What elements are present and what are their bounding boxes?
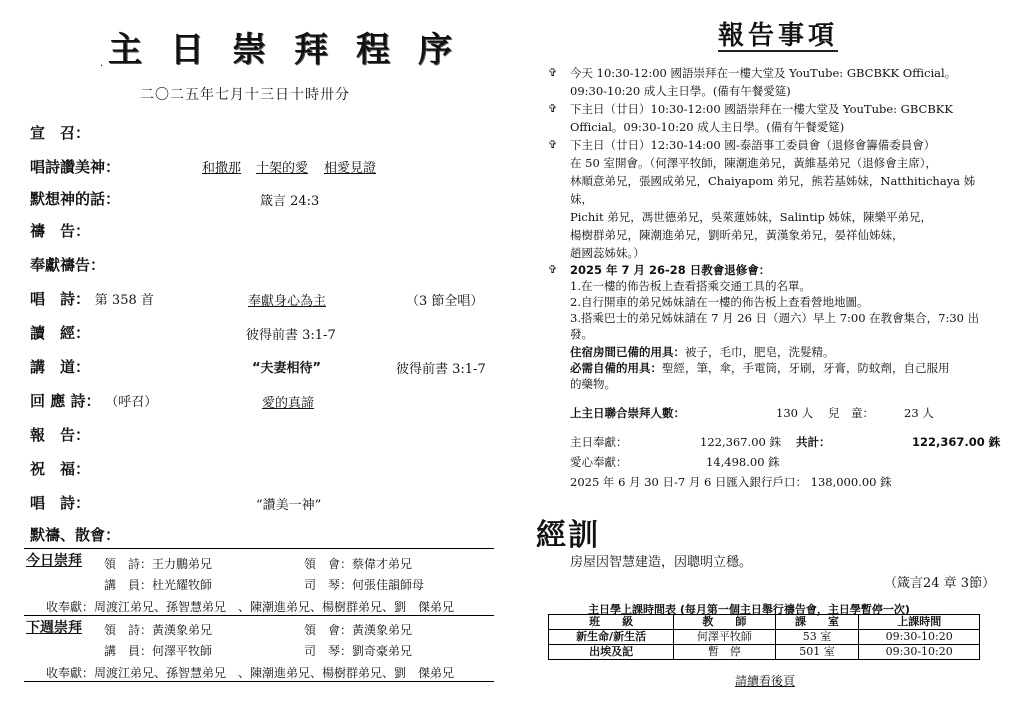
- children-count: 23 人: [904, 406, 934, 420]
- total-label: 共計：: [796, 435, 831, 449]
- divider: [24, 681, 494, 682]
- today-speaker: 講 員：杜光耀牧師: [104, 578, 213, 592]
- retreat-announcement: ✞ 2025 年 7 月 26-28 日教會退修會： 1.在一樓的佈告板上查看搭乘交通工具的名單。 2.自行開車的弟兄姊妹請在一樓的佈告板上查看營地地圖。 3.搭乘巴士的弟兄姊妹請在 7 月 26 日（週六）早上 7:00 在教會集合，7:30 出 發。 住宿房間已備的用具：被子，毛巾，肥皂，洗髮精。 必需自備的用具：聖經，筆，傘，手電筒，牙刷，牙膏，防蚊劑，自己服用 的藥物。: [548, 262, 998, 392]
- bring-items: 聖經，筆，傘，手電筒，牙刷，牙膏，防蚊劑，自己服用: [662, 361, 950, 375]
- sunday-offering-label: 主日奉獻：: [570, 435, 628, 449]
- order-response: 回 應 詩： （呼召） 愛的真諦: [30, 392, 315, 411]
- bank-deposit: 2025 年 6 月 30 日-7 月 6 日匯入銀行戶口： 138,000.00 銖: [570, 475, 892, 489]
- reading-ref: 彼得前書 3:1-7: [246, 328, 336, 343]
- today-presider: 領 會：蔡偉才弟兄: [304, 557, 413, 571]
- love-offering-amount: 14,498.00 銖: [706, 455, 780, 469]
- order-closing-hymn: 唱 詩： “讚美一神”: [30, 494, 322, 513]
- retreat-heading: 2025 年 7 月 26-28 日教會退修會：: [570, 263, 771, 277]
- meditation-ref: 箴言 24:3: [260, 194, 320, 209]
- announcements-title: 報告事項: [718, 21, 839, 51]
- next-presider: 領 會：黃漢象弟兄: [304, 623, 413, 637]
- response-note: （呼召）: [105, 395, 158, 410]
- service-date: 二〇二五年七月十三日十時卅分: [140, 87, 350, 103]
- program-title: 主日崇拜程序: [108, 30, 480, 70]
- response-song: 愛的真諦: [262, 396, 315, 411]
- love-offering-label: 愛心奉獻：: [570, 455, 628, 469]
- continue-next-page: 請續看後頁: [735, 674, 796, 688]
- sermon-title: “夫妻相待”: [252, 361, 322, 376]
- sunday-offering-amount: 122,367.00 銖: [700, 435, 781, 449]
- provided-items: 被子，毛巾，肥皂，洗髮精。: [685, 345, 835, 359]
- divider: [24, 615, 494, 616]
- announcement-item: ✞ 下主日（廿日）10:30-12:00 國語崇拜在一樓大堂及 YouTube: GBCBKK Official。09:30-10:20 成人主日學。(備有午餐愛筵): [548, 102, 953, 134]
- attendance-label: 上主日聯合崇拜人數：: [570, 406, 685, 420]
- order-announcements: 報 告：: [30, 426, 91, 444]
- order-meditation: 默想神的話： 箴言 24:3: [30, 190, 320, 209]
- cross-bullet-icon: ✞: [548, 66, 558, 79]
- next-speaker: 講 員：何澤平牧師: [104, 644, 213, 658]
- children-label: 兒 童：: [828, 406, 874, 420]
- order-hymn: 唱 詩： 第 358 首 奉獻身心為主 （3 節全唱）: [30, 290, 484, 309]
- today-pianist: 司 琴：何張佳韻師母: [304, 578, 425, 592]
- order-prayer: 禱 告：: [30, 222, 91, 240]
- order-blessing: 祝 福：: [30, 460, 91, 478]
- schedule-title: 主日學上課時間表 (每月第一個主日舉行禱告會，主日學暫停一次): [588, 603, 910, 616]
- order-sermon: 講 道： “夫妻相待” 彼得前書 3:1-7: [30, 358, 486, 377]
- order-offering-prayer: 奉獻禱告：: [30, 256, 106, 274]
- table-row: 新生命/新生活 何澤平牧師 53 室 09:30-10:20: [549, 630, 980, 645]
- hymn-title: 奉獻身心為主: [248, 294, 327, 309]
- next-pianist: 司 琴：劉奇豪弟兄: [304, 644, 413, 658]
- today-offering-collectors: 收奉獻：周渡江弟兄、孫智慧弟兄 、陳潮進弟兄、楊樹群弟兄、劉 傑弟兄: [46, 600, 455, 614]
- bring-items-label: 必需自備的用具：: [570, 361, 662, 375]
- scripture-reference: （箴言24 章 3節）: [884, 576, 996, 591]
- order-call: 宣 召：: [30, 124, 91, 142]
- sunday-school-schedule: [548, 614, 980, 660]
- song-1: 和撒那: [202, 161, 242, 176]
- order-dismissal: 默禱、散會：: [30, 526, 121, 544]
- total-amount: 122,367.00 銖: [912, 435, 1001, 449]
- hymn-number: 第 358 首: [94, 293, 154, 308]
- next-song-leader: 領 詩：黃漢象弟兄: [104, 623, 213, 637]
- adult-count: 130 人: [776, 406, 814, 420]
- cross-bullet-icon: ✞: [548, 138, 558, 151]
- table-header-row: 班 級 教 師 課 室 上課時間: [549, 615, 980, 630]
- cross-bullet-icon: ✞: [548, 102, 558, 115]
- announcement-item: ✞ 今天 10:30-12:00 國語崇拜在一樓大堂及 YouTube: GBCBKK Official。 09:30-10:20 成人主日學。(備有午餐愛筵): [548, 66, 957, 98]
- title-mark: .: [100, 58, 104, 69]
- announcement-item: ✞ 下主日（廿日）12:30-14:00 國-泰語事工委員會（退修會籌備委員會） 在 50 室開會。（何澤平牧師，陳潮進弟兄，黃維基弟兄（退修會主席）， 林順意弟兄，張國成弟兄，Chaiyapom 弟兄，熊若基姊妹，Natthitichaya 姊妹， Pichit 弟兄，馮世德弟兄，吳萊蓮姊妹，Salintip 姊妹，陳樂平弟兄， 楊樹群弟兄，陳潮進弟兄，劉昕弟兄，黃漢象弟兄，晏祥仙姊妹， 趙國蕊姊妹。）: [548, 138, 976, 260]
- provided-items-label: 住宿房間已備的用具：: [570, 345, 685, 359]
- scripture-verse: 房屋因智慧建造，因聰明立穩。: [570, 555, 753, 570]
- divider: [24, 548, 494, 549]
- order-praise: 唱詩讚美神： 和撒那 十架的愛 相愛見證: [30, 158, 377, 176]
- song-3: 相愛見證: [324, 161, 377, 176]
- hymn-note: （3 節全唱）: [406, 294, 484, 309]
- today-badge: 今日崇拜: [26, 553, 82, 569]
- today-song-leader: 領 詩：王力鵬弟兄: [104, 557, 213, 571]
- cross-bullet-icon: ✞: [548, 263, 558, 276]
- sermon-ref: 彼得前書 3:1-7: [396, 362, 486, 377]
- order-reading: 讀 經： 彼得前書 3:1-7: [30, 324, 336, 343]
- announcement-list: [548, 64, 998, 392]
- next-offering-collectors: 收奉獻：周渡江弟兄、孫智慧弟兄 、陳潮進弟兄、楊樹群弟兄、劉 傑弟兄: [46, 666, 455, 680]
- table-row: 出埃及記 暫 停 501 室 09:30-10:20: [549, 645, 980, 660]
- song-2: 十架的愛: [256, 161, 309, 176]
- closing-hymn-title: “讚美一神”: [256, 498, 322, 513]
- scripture-title: 經訓: [536, 518, 600, 553]
- next-week-badge: 下週崇拜: [26, 620, 82, 636]
